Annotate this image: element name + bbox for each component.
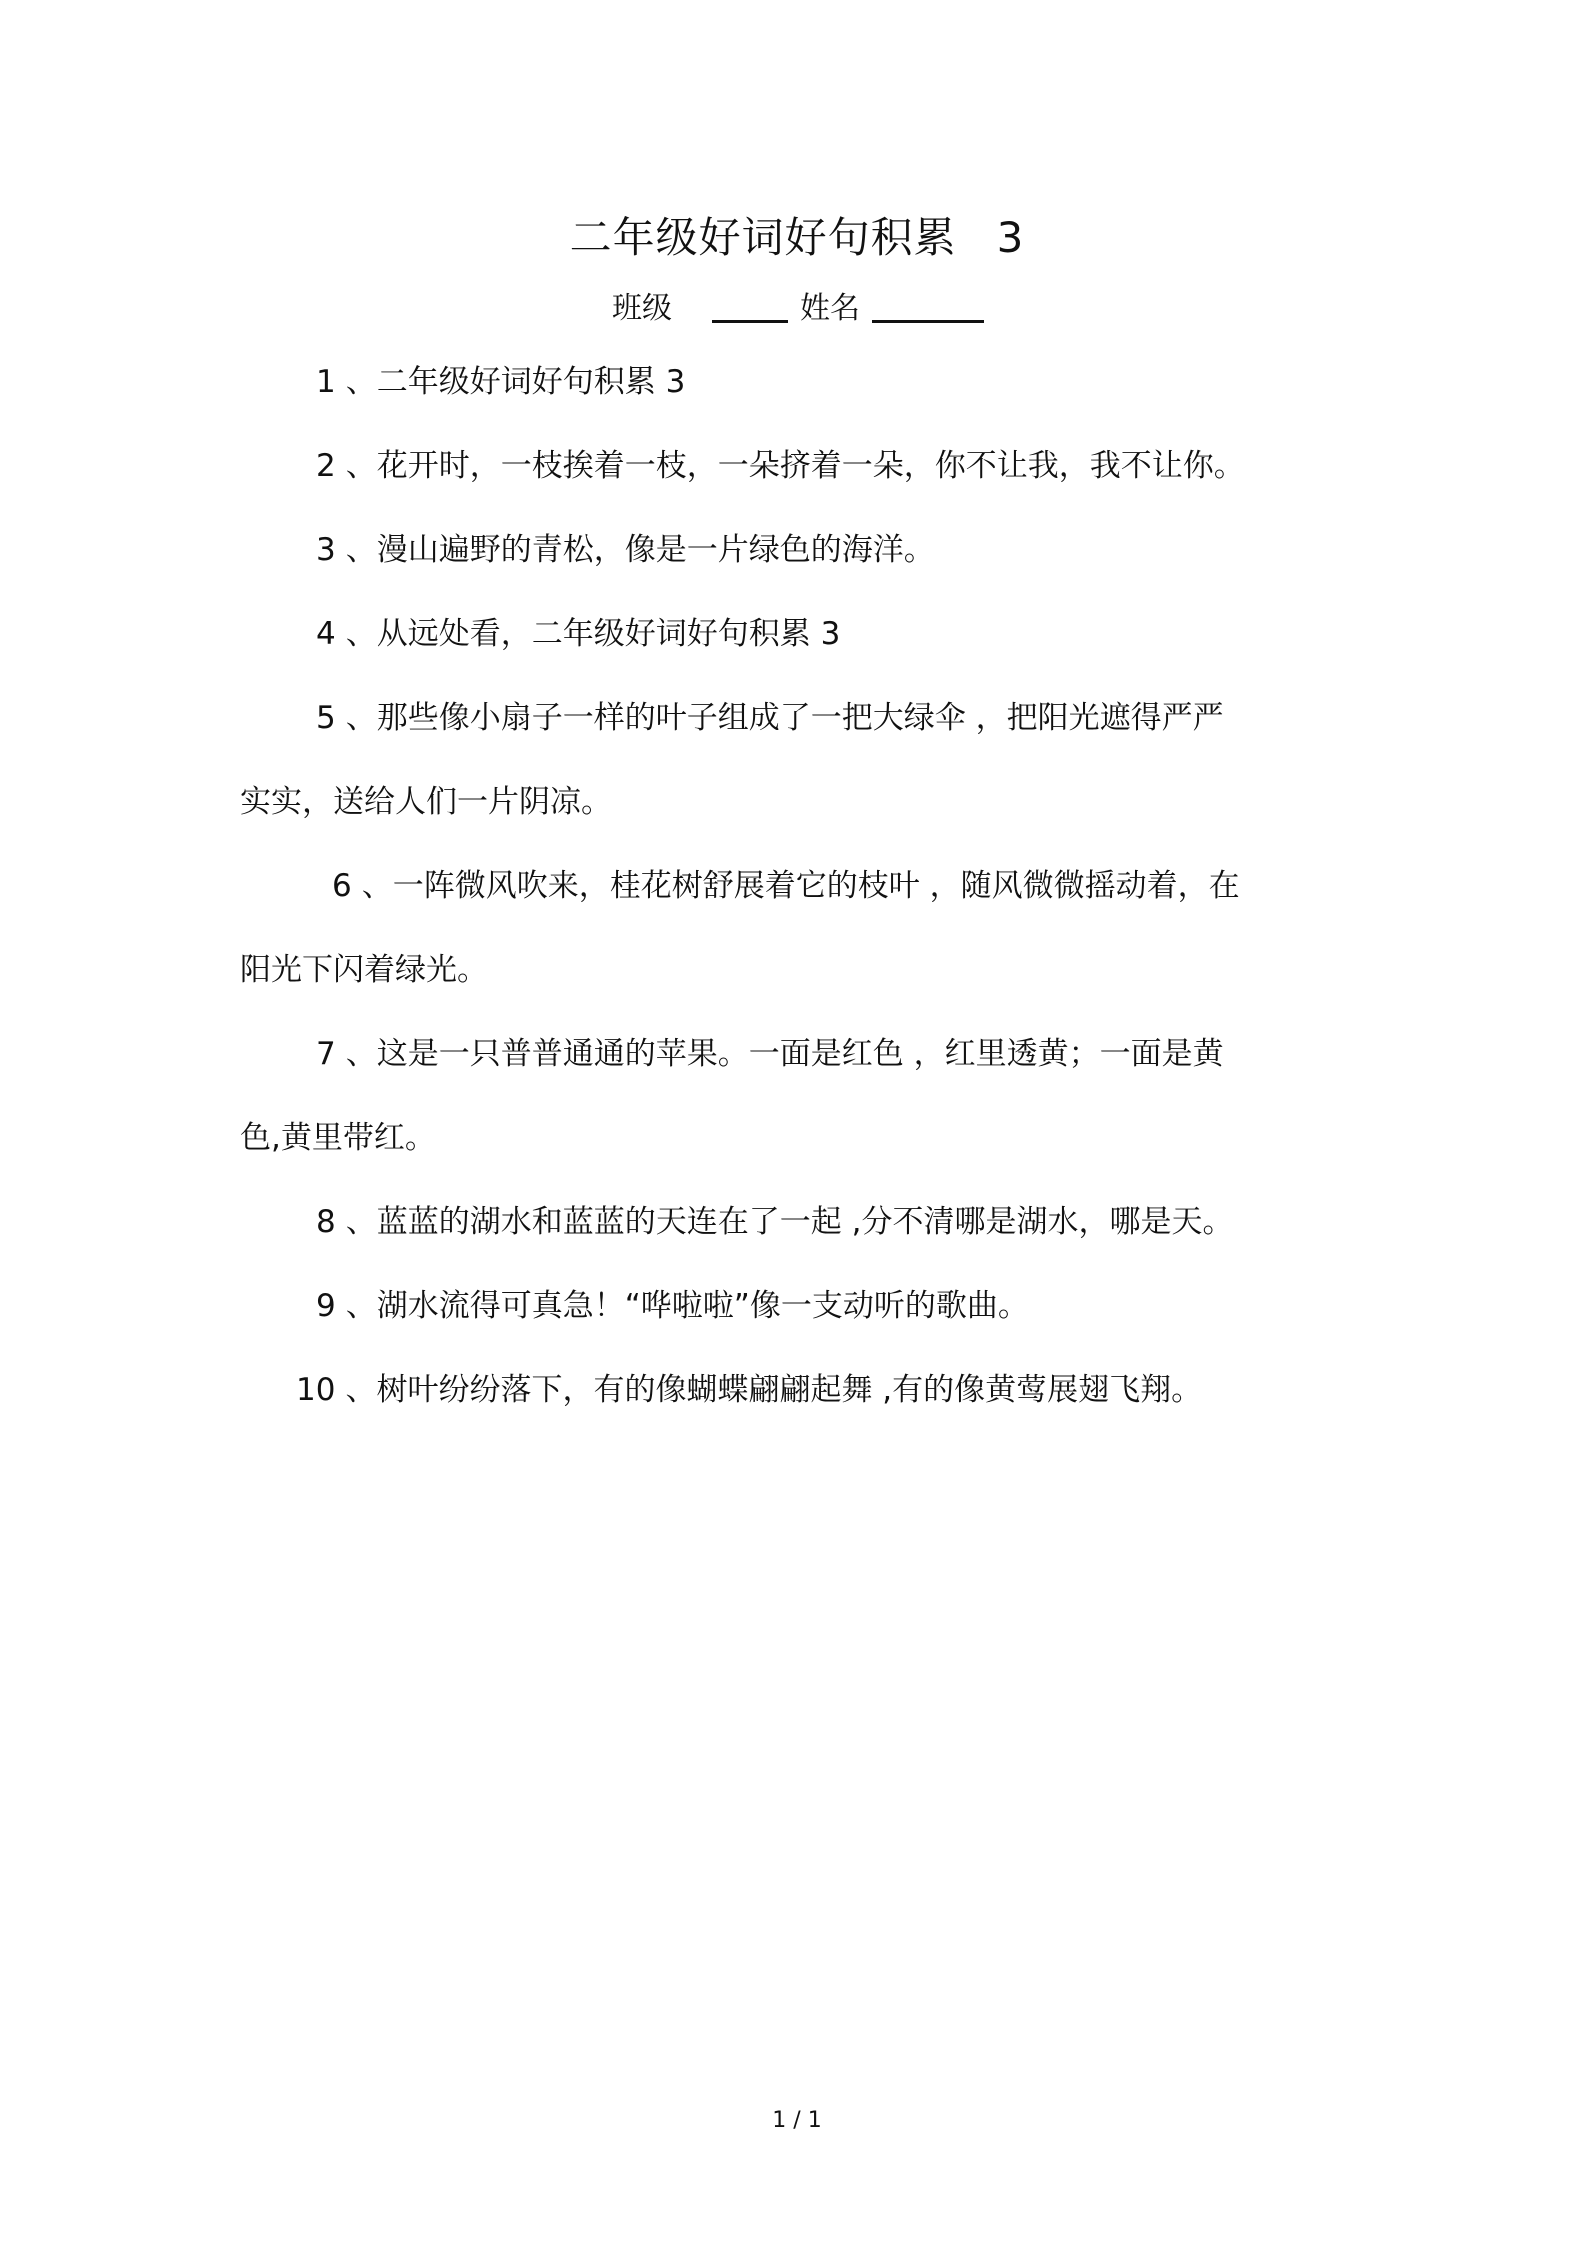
class-blank [712, 294, 788, 323]
list-item-continuation: 色,黄里带红。 [240, 1120, 436, 1156]
list-item: 1 、二年级好词好句积累 3 [316, 364, 686, 400]
sentence-list [240, 340, 1340, 1432]
title-text: 二年级好词好句积累 [569, 213, 957, 262]
student-info [612, 283, 996, 327]
list-item: 4 、从远处看，二年级好词好句积累 3 [316, 616, 841, 652]
title-number: 3 [996, 213, 1025, 262]
list-item: 9 、湖水流得可真急！“哗啦啦”像一支动听的歌曲。 [316, 1288, 1029, 1324]
list-item: 10 、树叶纷纷落下，有的像蝴蝶翩翩起舞 ,有的像黄莺展翅飞翔。 [296, 1372, 1203, 1408]
list-item: 6 、一阵微风吹来，桂花树舒展着它的枝叶 ，随风微微摇动着，在 [332, 868, 1240, 904]
page-number: 1 / 1 [772, 2108, 822, 2133]
list-item-continuation: 实实，送给人们一片阴凉。 [240, 784, 612, 820]
list-item: 7 、这是一只普普通通的苹果。一面是红色 ，红里透黄；一面是黄 [316, 1036, 1224, 1072]
list-item: 3 、漫山遍野的青松，像是一片绿色的海洋。 [316, 532, 935, 568]
name-label: 姓名 [800, 291, 860, 326]
list-item: 5 、那些像小扇子一样的叶子组成了一把大绿伞 ，把阳光遮得严严 [316, 700, 1224, 736]
list-item: 2 、花开时，一枝挨着一枝，一朵挤着一朵，你不让我，我不让你。 [316, 448, 1245, 484]
list-item-continuation: 阳光下闪着绿光。 [240, 952, 488, 988]
name-blank [872, 294, 984, 323]
page-title [0, 205, 1594, 265]
list-item: 8 、蓝蓝的湖水和蓝蓝的天连在了一起 ,分不清哪是湖水，哪是天。 [316, 1204, 1234, 1240]
class-label: 班级 [612, 291, 672, 326]
